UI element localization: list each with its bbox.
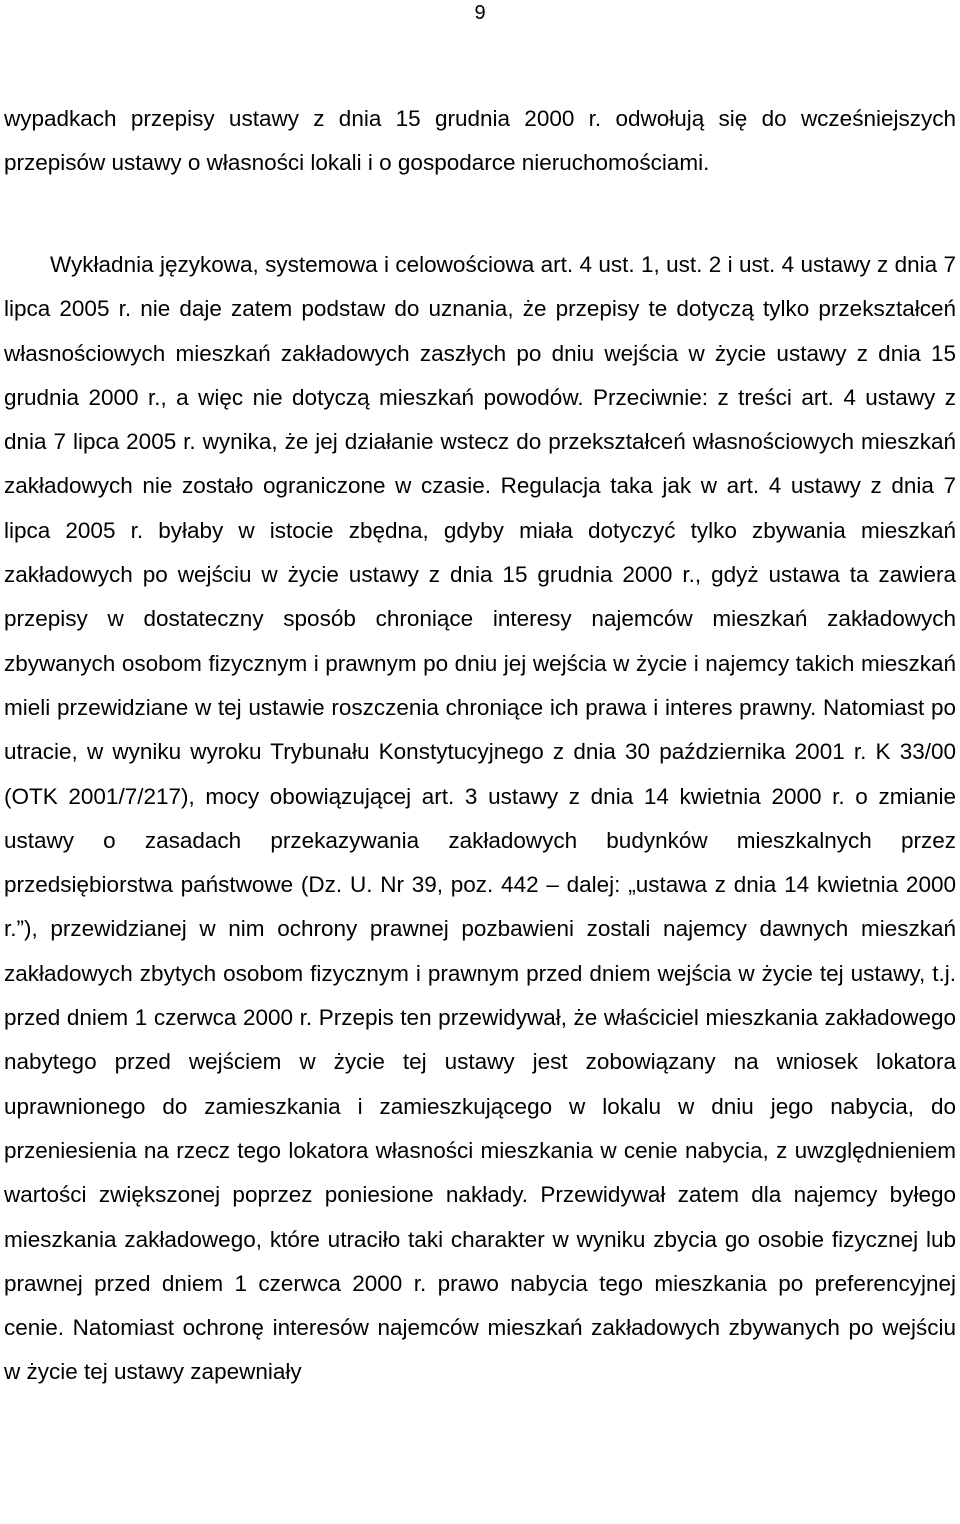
paragraph-text: Wykładnia językowa, systemowa i celowościowa art. 4 ust. 1, ust. 2 i ust. 4 ustawy z dnia 7 lipca 2005 r. nie daje zatem podstaw do uznania, że przepisy te dotyczą tylko przekształceń własnościowych mieszkań zakładowych zaszłych po dniu wejścia w życie ustawy z dnia 15 grudnia 2000 r., a więc nie dotyczą mieszkań powodów. Przeciwnie: z treści art. 4 ustawy z dnia 7 lipca 2005 r. wynika, że jej działanie wstecz do przekształceń własnościowych mieszkań zakładowych nie zostało ograniczone w czasie. Regulacja taka jak w art. 4 ustawy z dnia 7 lipca 2005 r. byłaby w istocie zbędna, gdyby miała dotyczyć tylko zbywania mieszkań zakładowych po wejściu w życie ustawy z dnia 15 grudnia 2000 r., gdyż ustawa ta zawiera przepisy w dostateczny sposób chroniące interesy najemców mieszkań zakładowych zbywanych osobom fizycznym i prawnym po dniu jej wejścia w życie i najemcy takich mieszkań mieli przewidziane w tej ustawie roszczenia chroniące ich prawa i interes prawny. Natomiast po utracie, w wyniku wyroku Trybunału Konstytucyjnego z dnia 30 października 2001 r. K 33/00 (OTK 2001/7/217), mocy obowiązującej art. 3 ustawy z dnia 14 kwietnia 2000 r. o zmianie ustawy o zasadach przekazywania zakładowych budynków mieszkalnych przez przedsiębiorstwa państwowe (Dz. U. Nr 39, poz. 442 – dalej: „ustawa z dnia 14 kwietnia 2000 r.”), przewidzianej w nim ochrony prawnej pozbawieni zostali najemcy dawnych mieszkań zakładowych zbytych osobom fizycznym i prawnym przed dniem wejścia w życie tej ustawy, t.j. przed dniem 1 czerwca 2000 r. Przepis ten przewidywał, że właściciel mieszkania zakładowego nabytego przed wejściem w życie tej ustawy jest zobowiązany na wniosek lokatora uprawnionego do zamieszkania i zamieszkującego w lokalu w dniu jego nabycia, do przeniesienia na rzecz tego lokatora własności mieszkania w cenie nabycia, z uwzględnieniem wartości zwiększonej poprzez poniesione nakłady. Przewidywał zatem dla najemcy byłego mieszkania zakładowego, które utraciło taki charakter w wyniku zbycia go osobie fizycznej lub prawnej przed dniem 1 czerwca 2000 r. prawo nabycia tego mieszkania po preferencyjnej cenie. Natomiast ochronę interesów najemców mieszkań zakładowych zbywanych po wejściu w życie tej ustawy zapewniały <box>4 252 956 1385</box>
page-number: 9 <box>474 2 486 24</box>
body-paragraph-1 <box>4 97 956 186</box>
paragraph-text: wypadkach przepisy ustawy z dnia 15 grudnia 2000 r. odwołują się do wcześniejszych przepisów ustawy o własności lokali i o gospodarce nieruchomościami. <box>4 106 956 176</box>
body-paragraph-2 <box>4 243 956 1395</box>
